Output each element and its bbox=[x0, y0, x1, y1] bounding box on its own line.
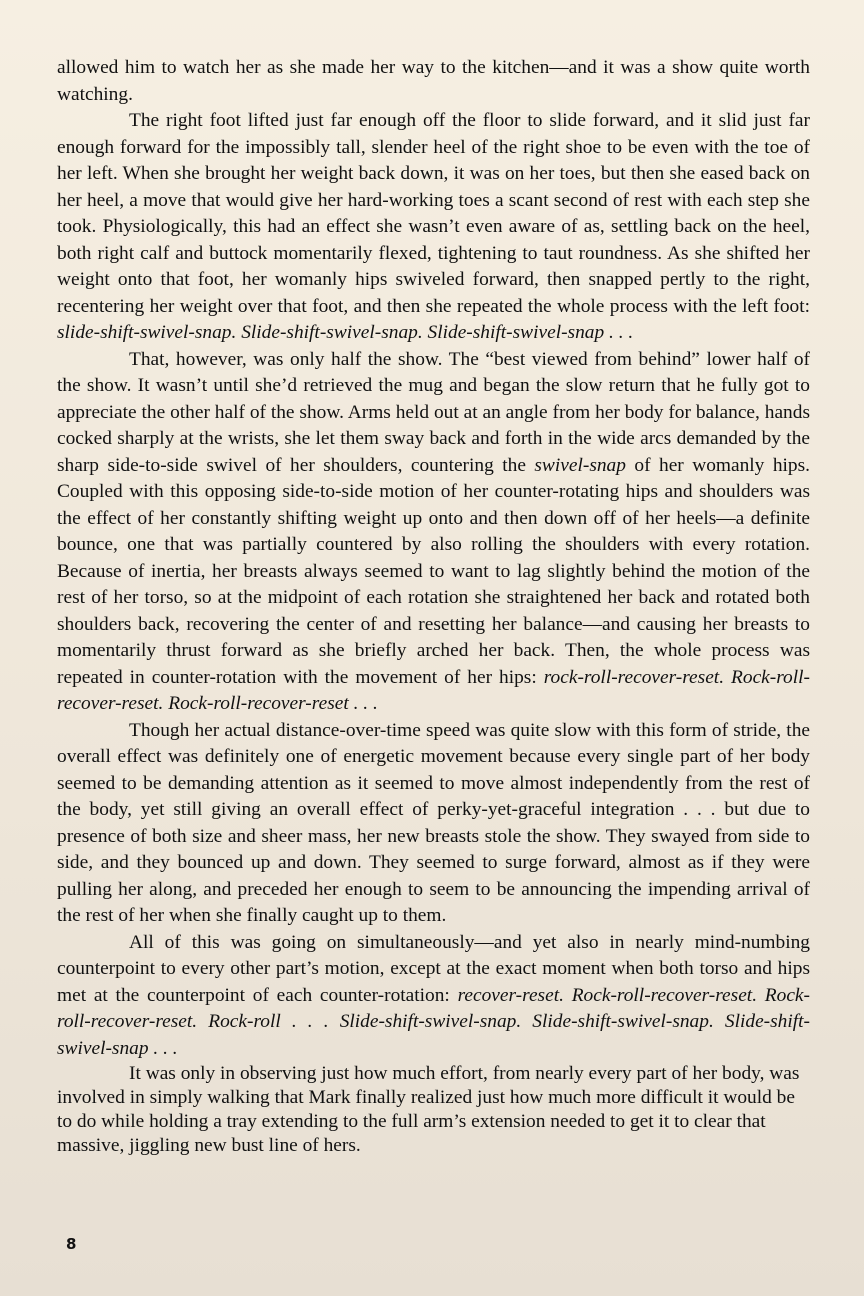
text-run: allowed him to watch her as she made her way to the kitchen—and it was a show quite worth watching. bbox=[57, 57, 810, 105]
text-run: of her womanly hips. Coupled with this opposing side-to-side motion of her counter-rotating hips and shoulders was the effect of her constantly shifting weight up onto and then down off of her heels—a definite bounce, one that was partially countered by also rolling the shoulders with every rotation. Because of inertia, her breasts always seemed to want to lag slightly behind the motion of the rest of her torso, so at the midpoint of each rotation she straightened her back and rotated both shoulders back, recovering the center of and resetting her balance—and causing her breasts to momentarily thrust forward as she briefly arched her back. Then, the whole process was repeated in counter-rotation with the movement of her hips: bbox=[57, 454, 810, 688]
text-run: Though her actual distance-over-time speed was quite slow with this form of stride, the overall effect was definitely one of energetic movement because every single part of her body seemed to be demanding attention as it seemed to move almost independently from the rest of the body, yet still giving an overall effect of perky-yet-graceful integration . . . but due to presence of both size and sheer mass, her new breasts stole the show. They swayed from side to side, and they bounced up and down. They seemed to surge forward, almost as if they were pulling her along, and preceded her enough to seem to be announcing the impending arrival of the rest of her when she finally caught up to them. bbox=[57, 719, 810, 926]
page-number: 8 bbox=[66, 1235, 77, 1253]
paragraph-3 bbox=[57, 347, 810, 718]
italic-text: rock-roll-recover-reset. Rock-roll-recover-reset. Rock-roll-recover-reset . . . bbox=[57, 666, 810, 714]
italic-text: slide-shift-swivel-snap. Slide-shift-swivel-snap. Slide-shift-swivel-snap . . . bbox=[57, 322, 634, 343]
text-run: The right foot lifted just far enough off the floor to slide forward, and it slid just far enough forward for the impossibly tall, slender heel of the right shoe to be even with the toe of her left. When she brought her weight back down, it was on her toes, but then she eased back on her heel, a move that would give her hard-working toes a scant second of rest with each step she took. Physiologically, this had an effect she wasn’t even aware of as, settling back on the heel, both right calf and buttock momentarily flexed, tightening to taut roundness. As she shifted her weight onto that foot, her womanly hips swiveled forward, then snapped pertly to the right, recentering her weight over that foot, and then she repeated the whole process with the left foot: bbox=[57, 110, 810, 317]
text-run: All of this was going on simultaneously—and yet also in nearly mind-numbing counterpoint to every other part’s motion, except at the exact moment when both torso and hips met at the counterpoint of each counter-rotation: bbox=[57, 931, 810, 1006]
paragraph-2 bbox=[57, 108, 810, 347]
italic-text: recover-reset. Rock-roll-recover-reset. Rock-roll-recover-reset. Rock-roll . . . Slide-shift-swivel-snap. Slide-shift-swivel-snap. Slide-shift-swivel-snap . . . bbox=[57, 984, 810, 1059]
paragraph-6 bbox=[57, 1062, 810, 1158]
text-run: That, however, was only half the show. The “best viewed from behind” lower half of the show. It wasn’t until she’d retrieved the mug and began the slow return that he fully got to appreciate the other half of the show. Arms held out at an angle from her body for balance, hands cocked sharply at the wrists, she let them sway back and forth in the wide arcs demanded by the sharp side-to-side swivel of her shoulders, countering the bbox=[57, 348, 810, 476]
paragraph-5 bbox=[57, 930, 810, 1063]
document-body bbox=[57, 55, 810, 1158]
paragraph-1 bbox=[57, 55, 810, 108]
italic-text: swivel-snap bbox=[534, 454, 626, 476]
paragraph-4 bbox=[57, 718, 810, 930]
text-run: It was only in observing just how much effort, from nearly every part of her body, was involved in simply walking that Mark finally realized just how much more difficult it would be to do while holding a tray extending to the full arm’s extension needed to get it to clear that massive, jiggling new bust line of hers. bbox=[57, 1063, 800, 1156]
